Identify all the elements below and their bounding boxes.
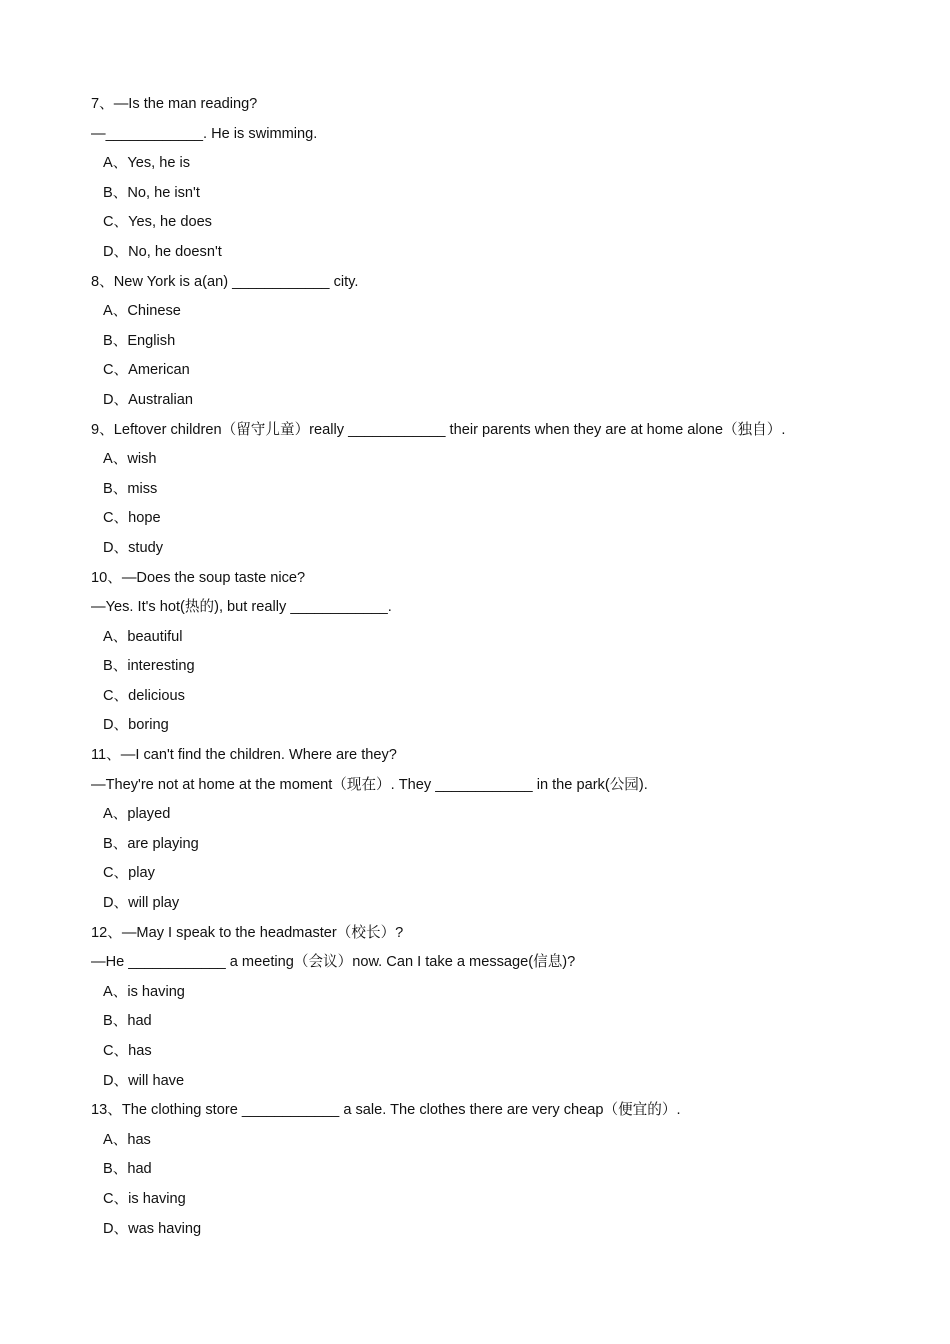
question-10-response: —Yes. It's hot(热的), but really ____________.	[91, 599, 392, 616]
question-12	[91, 919, 911, 1097]
question-12-option-d: D、will have	[103, 1072, 185, 1089]
question-7-option-b: B、No, he isn't	[103, 184, 200, 201]
question-7	[91, 90, 911, 268]
question-10-stem: 10、—Does the soup taste nice?	[91, 569, 306, 586]
question-9-stem: 9、Leftover children（留守儿童）really ____________ their parents when they are at home alone（独自）.	[91, 421, 786, 438]
question-13-option-c: C、is having	[103, 1190, 186, 1207]
question-8-option-a: A、Chinese	[103, 303, 181, 320]
question-12-stem: 12、—May I speak to the headmaster（校长）?	[91, 924, 404, 941]
question-13-option-d: D、was having	[103, 1220, 202, 1237]
question-8-option-d: D、Australian	[103, 391, 194, 408]
question-7-option-c: C、Yes, he does	[103, 214, 212, 231]
question-13-option-b: B、had	[103, 1161, 152, 1178]
question-11-option-b: B、are playing	[103, 835, 199, 852]
question-9-option-d: D、study	[103, 539, 164, 556]
question-10-option-b: B、interesting	[103, 658, 195, 675]
question-8-option-c: C、American	[103, 362, 190, 379]
question-7-stem: 7、—Is the man reading?	[91, 96, 258, 112]
question-12-option-b: B、had	[103, 1013, 152, 1030]
question-7-response: —____________. He is swimming.	[91, 125, 318, 142]
question-9-option-a: A、wish	[103, 451, 157, 468]
question-11-option-a: A、played	[103, 806, 171, 823]
question-9-option-b: B、miss	[103, 480, 158, 497]
question-12-option-c: C、has	[103, 1043, 152, 1059]
question-11	[91, 741, 911, 919]
question-10	[91, 564, 911, 742]
question-12-option-a: A、is having	[103, 983, 185, 1000]
question-11-stem: 11、—I can't find the children. Where are they?	[91, 747, 397, 764]
question-11-option-d: D、will play	[103, 895, 180, 912]
question-7-option-d: D、No, he doesn't	[103, 243, 222, 260]
question-9	[91, 416, 911, 564]
question-10-option-a: A、beautiful	[103, 628, 183, 645]
worksheet-page	[91, 90, 911, 1244]
question-8-stem: 8、New York is a(an) ____________ city.	[91, 273, 359, 290]
question-11-option-c: C、play	[103, 865, 155, 882]
question-12-response: —He ____________ a meeting（会议）now. Can I take a message(信息)?	[91, 954, 576, 971]
question-10-option-d: D、boring	[103, 717, 169, 734]
question-13	[91, 1096, 911, 1244]
question-8	[91, 268, 911, 416]
question-13-option-a: A、has	[103, 1131, 151, 1148]
question-7-option-a: A、Yes, he is	[103, 155, 191, 172]
question-8-option-b: B、English	[103, 332, 176, 349]
question-10-option-c: C、delicious	[103, 687, 185, 704]
question-13-stem: 13、The clothing store ____________ a sale. The clothes there are very cheap（便宜的）.	[91, 1102, 681, 1119]
question-11-response: —They're not at home at the moment（现在）. They ____________ in the park(公园).	[91, 776, 648, 793]
question-9-option-c: C、hope	[103, 510, 161, 527]
